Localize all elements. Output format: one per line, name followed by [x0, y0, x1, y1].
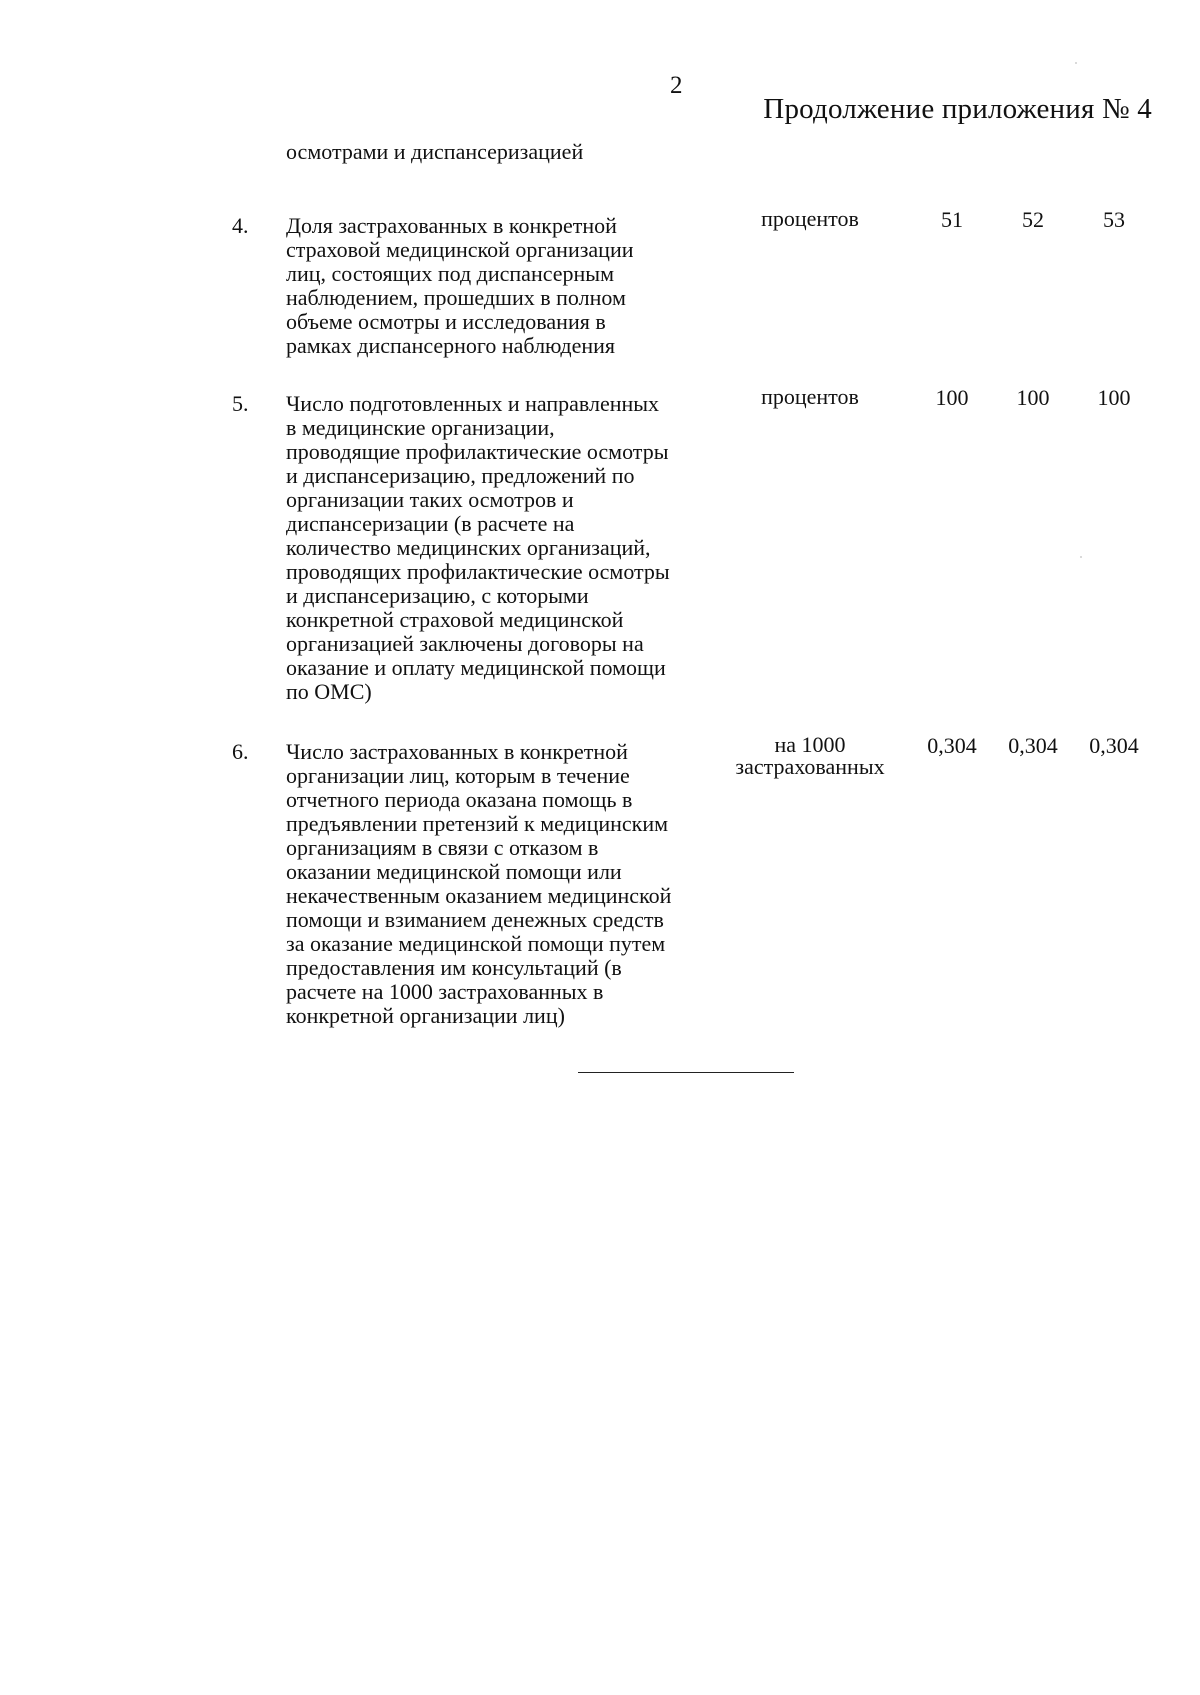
row-number: 4. — [232, 213, 249, 238]
row-unit: на 1000 застрахованных — [735, 732, 885, 779]
row-value-1: 51 — [941, 207, 963, 232]
row-description: Число застрахованных в конкретной организации лиц, которым в течение отчетного периода оказана помощь в предъявлении претензий к медицинским организациям в связи с отказом в оказании медицинской помощи или некачественным оказанием медицинской помощи и взиманием денежных средств за оказание медицинской помощи путем предоставления им консультаций (в расчете на 1000 застрахованных в конкретной организации лиц) — [286, 739, 672, 1028]
scan-speck — [1080, 556, 1082, 558]
row-value-2: 52 — [1022, 207, 1044, 232]
end-rule — [578, 1072, 794, 1073]
appendix-heading: Продолжение приложения № 4 — [763, 93, 1152, 125]
row-unit: процентов — [761, 384, 859, 409]
row-unit: процентов — [761, 206, 859, 231]
page-number: 2 — [670, 72, 683, 99]
row-number: 6. — [232, 739, 249, 764]
row-description: Доля застрахованных в конкретной страховой медицинской организации лиц, состоящих под диспансерным наблюдением, прошедших в полном объеме осмотры и исследования в рамках диспансерного наблюдения — [286, 213, 634, 358]
row-description: Число подготовленных и направленных в медицинские организации, проводящие профилактические осмотры и диспансеризацию, предложений по организации таких осмотров и диспансеризации (в расчете на количество медицинских организаций, проводящих профилактические осмотры и диспансеризацию, с которыми конкретной страховой медицинской организацией заключены договоры на оказание и оплату медицинской помощи по ОМС) — [286, 391, 670, 704]
row-value-2: 0,304 — [1008, 733, 1058, 758]
row-value-1: 100 — [935, 385, 969, 410]
row-value-3: 53 — [1103, 207, 1125, 232]
continued-text: осмотрами и диспансеризацией — [286, 139, 584, 164]
scan-speck — [1075, 62, 1077, 64]
row-value-3: 0,304 — [1089, 733, 1139, 758]
row-value-3: 100 — [1097, 385, 1131, 410]
row-value-1: 0,304 — [927, 733, 977, 758]
row-value-2: 100 — [1016, 385, 1050, 410]
row-number: 5. — [232, 391, 249, 416]
